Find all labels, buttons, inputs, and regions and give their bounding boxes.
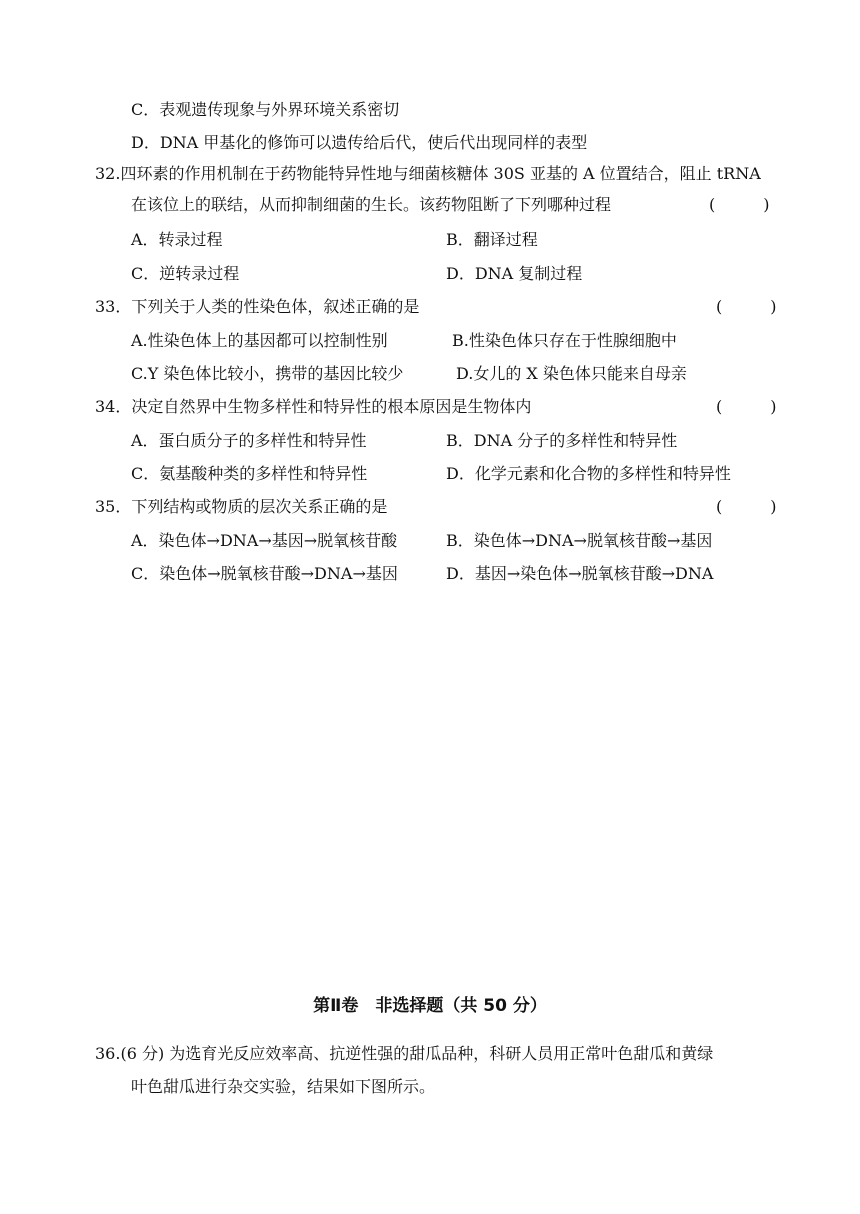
q32-answer-paren: ( ) bbox=[709, 195, 770, 214]
q36-stem-line2: 叶色甜瓜进行杂交实验，结果如下图所示。 bbox=[131, 1077, 436, 1096]
q35-option-b: B．染色体→DNA→脱氧核苷酸→基因 bbox=[446, 531, 713, 550]
q35-option-c: C．染色体→脱氧核苷酸→DNA→基因 bbox=[131, 564, 398, 583]
q33-option-c: C.Y 染色体比较小，携带的基因比较少 bbox=[131, 364, 404, 383]
q35-stem: 35．下列结构或物质的层次关系正确的是 bbox=[95, 497, 388, 516]
q32-option-d: D．DNA 复制过程 bbox=[446, 264, 583, 283]
q34-option-b: B．DNA 分子的多样性和特异性 bbox=[446, 431, 678, 450]
q34-option-d: D．化学元素和化合物的多样性和特异性 bbox=[446, 464, 731, 483]
q33-option-a: A.性染色体上的基因都可以控制性别 bbox=[131, 331, 388, 350]
q32-option-c: C．逆转录过程 bbox=[131, 264, 240, 283]
q32-stem-line2: 在该位上的联结，从而抑制细菌的生长。该药物阻断了下列哪种过程 bbox=[131, 195, 612, 214]
q35-option-d: D．基因→染色体→脱氧核苷酸→DNA bbox=[446, 564, 714, 583]
q33-stem: 33．下列关于人类的性染色体，叙述正确的是 bbox=[95, 297, 420, 316]
q33-option-b: B.性染色体只存在于性腺细胞中 bbox=[452, 331, 677, 350]
q33-option-d: D.女儿的 X 染色体只能来自母亲 bbox=[456, 364, 687, 383]
section-ii-title: 第Ⅱ卷 非选择题（共 50 分） bbox=[313, 996, 547, 1016]
q34-answer-paren: ( ) bbox=[716, 397, 777, 416]
q32-option-a: A．转录过程 bbox=[131, 230, 223, 249]
q34-option-a: A．蛋白质分子的多样性和特异性 bbox=[131, 431, 367, 450]
q31-option-c: C．表观遗传现象与外界环境关系密切 bbox=[131, 100, 400, 119]
q34-stem: 34．决定自然界中生物多样性和特异性的根本原因是生物体内 bbox=[95, 397, 532, 416]
q31-option-d: D．DNA 甲基化的修饰可以遗传给后代，使后代出现同样的表型 bbox=[131, 133, 588, 152]
q32-stem-line1: 32.四环素的作用机制在于药物能特异性地与细菌核糖体 30S 亚基的 A 位置结合，阻止 tRNA bbox=[95, 164, 761, 183]
q34-option-c: C．氨基酸种类的多样性和特异性 bbox=[131, 464, 368, 483]
q32-option-b: B．翻译过程 bbox=[446, 230, 538, 249]
q35-answer-paren: ( ) bbox=[716, 497, 777, 516]
q36-stem-line1: 36.(6 分) 为选育光反应效率高、抗逆性强的甜瓜品种，科研人员用正常叶色甜瓜和黄绿 bbox=[95, 1044, 714, 1063]
q35-option-a: A．染色体→DNA→基因→脱氧核苷酸 bbox=[131, 531, 398, 550]
q33-answer-paren: ( ) bbox=[716, 297, 777, 316]
